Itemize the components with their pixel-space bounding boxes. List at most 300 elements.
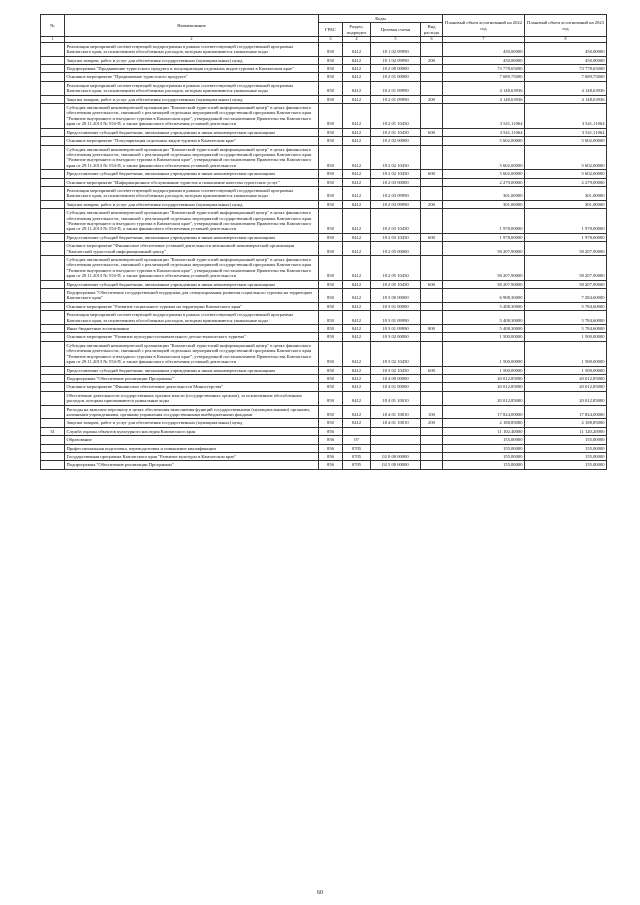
- row-amount-2023: 58 207,90000: [525, 242, 607, 256]
- row-expense-type: [421, 452, 443, 460]
- row-grbs: 850: [319, 311, 343, 325]
- row-target-article: 18 3 02 00000: [371, 333, 421, 341]
- budget-table: [40, 14, 607, 470]
- row-razdel: 0412: [343, 289, 371, 303]
- row-target-article: 18 2 03 00000: [371, 178, 421, 186]
- row-target-article: 18 2 01 09990: [371, 81, 421, 95]
- colnum: 8: [525, 37, 607, 43]
- row-target-article: 18 2 02 10450: [371, 145, 421, 170]
- row-grbs: 856: [319, 427, 343, 435]
- row-name: Закупка товаров, работ и услуг для обеспечения государственных (муниципальных) нужд: [65, 95, 319, 103]
- row-amount-2023: 155,00000: [525, 452, 607, 460]
- row-amount-2022: 5 408,30000: [443, 325, 525, 333]
- row-target-article: 18 2 03 10450: [371, 233, 421, 241]
- row-number: [41, 366, 65, 374]
- row-target-article: 18 3 01 00000: [371, 302, 421, 310]
- row-number: [41, 137, 65, 145]
- row-target-article: 18 2 05 00000: [371, 242, 421, 256]
- row-expense-type: 600: [421, 233, 443, 241]
- row-amount-2023: 155,00000: [525, 436, 607, 444]
- row-expense-type: [421, 374, 443, 382]
- table-row: [41, 391, 607, 405]
- table-row: [41, 178, 607, 186]
- row-grbs: 850: [319, 374, 343, 382]
- row-amount-2022: 301,00000: [443, 186, 525, 200]
- table-row: [41, 461, 607, 469]
- row-grbs: 850: [319, 280, 343, 288]
- row-amount-2022: 450,00000: [443, 56, 525, 64]
- row-amount-2022: 1 500,00000: [443, 341, 525, 366]
- row-amount-2022: 1 978,00000: [443, 233, 525, 241]
- row-target-article: 18 2 03 09990: [371, 186, 421, 200]
- row-grbs: 850: [319, 233, 343, 241]
- row-name: Служба охраны объектов культурного наследия Камчатского края: [65, 427, 319, 435]
- row-razdel: 0412: [343, 186, 371, 200]
- row-expense-type: [421, 256, 443, 281]
- row-target-article: 18 2 03 10450: [371, 209, 421, 234]
- row-grbs: 850: [319, 302, 343, 310]
- row-razdel: 0412: [343, 341, 371, 366]
- row-razdel: 0412: [343, 419, 371, 427]
- row-name: Предоставление субсидий бюджетным, автономным учреждениям и иным некоммерческим организациям: [65, 280, 319, 288]
- table-row: [41, 325, 607, 333]
- row-grbs: 850: [319, 242, 343, 256]
- row-expense-type: [421, 242, 443, 256]
- row-amount-2022: 1 978,00000: [443, 209, 525, 234]
- row-amount-2022: 20 012,85000: [443, 374, 525, 382]
- row-number: [41, 341, 65, 366]
- row-amount-2022: 4 148,63936: [443, 81, 525, 95]
- row-amount-2023: 5 602,00000: [525, 137, 607, 145]
- row-amount-2023: 5 602,00000: [525, 145, 607, 170]
- row-expense-type: [421, 333, 443, 341]
- colnum: 1: [41, 37, 65, 43]
- row-amount-2022: 11 102,40000: [443, 427, 525, 435]
- row-grbs: 856: [319, 461, 343, 469]
- row-number: [41, 200, 65, 208]
- row-amount-2022: 58 207,90000: [443, 256, 525, 281]
- row-razdel: 0412: [343, 366, 371, 374]
- row-amount-2022: 3 541,11064: [443, 104, 525, 129]
- row-razdel: 0412: [343, 73, 371, 81]
- row-number: [41, 461, 65, 469]
- row-amount-2023: 155,00000: [525, 444, 607, 452]
- row-number: [41, 444, 65, 452]
- table-row: [41, 405, 607, 419]
- colnum: 3: [319, 37, 343, 43]
- row-number: [41, 325, 65, 333]
- table-row: [41, 170, 607, 178]
- row-number: [41, 419, 65, 427]
- row-name: Основное мероприятие "Финансовое обеспечение деятельности Министерства": [65, 383, 319, 391]
- row-target-article: 18 4 00 00000: [371, 374, 421, 382]
- row-name: Подпрограмма "Продвижение туристского продукта и популяризация отдельных видов туризма в Камчатском крае": [65, 65, 319, 73]
- row-amount-2022: 155,00000: [443, 444, 525, 452]
- row-number: [41, 186, 65, 200]
- row-target-article: 18 3 01 09990: [371, 325, 421, 333]
- row-razdel: 0412: [343, 137, 371, 145]
- header-grbs: ГРБС: [319, 23, 343, 37]
- row-target-article: [371, 427, 421, 435]
- row-grbs: 850: [319, 104, 343, 129]
- row-razdel: 0412: [343, 311, 371, 325]
- row-name: Образование: [65, 436, 319, 444]
- row-amount-2023: 7 284,60000: [525, 289, 607, 303]
- table-row: [41, 452, 607, 460]
- row-target-article: 18 2 01 09990: [371, 95, 421, 103]
- row-grbs: 850: [319, 42, 343, 56]
- row-name: Расходы на выплаты персоналу в целях обеспечения выполнения функций государственными (муниципальными) органами, казенными учреждениями, органами управления государственными внебюджетными фондами: [65, 405, 319, 419]
- row-grbs: 850: [319, 383, 343, 391]
- row-amount-2023: 5 784,60000: [525, 325, 607, 333]
- row-name: Предоставление субсидий бюджетным, автономным учреждениям и иным некоммерческим организациям: [65, 170, 319, 178]
- row-number: [41, 333, 65, 341]
- row-target-article: 18 3 01 09990: [371, 311, 421, 325]
- row-grbs: 850: [319, 341, 343, 366]
- table-row: [41, 419, 607, 427]
- row-number: [41, 145, 65, 170]
- table-row: [41, 145, 607, 170]
- row-grbs: 850: [319, 391, 343, 405]
- row-amount-2022: 1 500,00000: [443, 366, 525, 374]
- row-target-article: [371, 444, 421, 452]
- row-grbs: 850: [319, 209, 343, 234]
- row-amount-2023: 301,00000: [525, 200, 607, 208]
- row-amount-2023: 3 541,11064: [525, 128, 607, 136]
- colnum: 5: [371, 37, 421, 43]
- row-expense-type: [421, 81, 443, 95]
- row-target-article: 18 2 01 10450: [371, 128, 421, 136]
- row-number: [41, 383, 65, 391]
- row-razdel: 0705: [343, 452, 371, 460]
- table-row: [41, 302, 607, 310]
- row-razdel: 0412: [343, 209, 371, 234]
- row-amount-2022: 4 148,63936: [443, 95, 525, 103]
- row-razdel: 0705: [343, 461, 371, 469]
- row-amount-2022: 20 012,85000: [443, 383, 525, 391]
- row-name: Предоставление субсидий бюджетным, автономным учреждениям и иным некоммерческим организациям: [65, 366, 319, 374]
- row-name: Обеспечение деятельности государственных органов власти (государственных органов), за исключением обособленных расходов, которым присваиваются уникальные коды: [65, 391, 319, 405]
- row-target-article: 18 4 01 00000: [371, 383, 421, 391]
- row-target-article: 18 4 01 10010: [371, 391, 421, 405]
- row-razdel: 0412: [343, 178, 371, 186]
- row-expense-type: [421, 436, 443, 444]
- row-expense-type: 100: [421, 405, 443, 419]
- row-name: Основное мероприятие "Финансовое обеспечение уставной деятельности автономной некоммерческой организации "Камчатский туристский информационный центр": [65, 242, 319, 256]
- row-amount-2023: 1 978,00000: [525, 233, 607, 241]
- row-amount-2023: 1 500,00000: [525, 366, 607, 374]
- row-grbs: 850: [319, 137, 343, 145]
- header-name: Наименование: [65, 15, 319, 37]
- table-row: [41, 209, 607, 234]
- row-grbs: 850: [319, 186, 343, 200]
- header-2022: Плановый объем ассигнований на 2022 год: [443, 15, 525, 37]
- row-razdel: 0412: [343, 200, 371, 208]
- row-amount-2023: 301,00000: [525, 186, 607, 200]
- row-target-article: 18 1 02 09990: [371, 42, 421, 56]
- row-target-article: 18 4 01 10010: [371, 419, 421, 427]
- row-target-article: 18 2 00 00000: [371, 65, 421, 73]
- table-row: [41, 427, 607, 435]
- row-target-article: 18 2 01 10450: [371, 104, 421, 129]
- header-vr: Вид расхода: [421, 23, 443, 37]
- row-number: [41, 436, 65, 444]
- row-amount-2023: 7 689,75000: [525, 73, 607, 81]
- row-amount-2022: 1 500,00000: [443, 333, 525, 341]
- row-name: Реализация мероприятий соответствующей подпрограммы в рамках соответствующей государственной программы Камчатского края, за исключением обособленных расходов, которым присваиваются уникальные коды: [65, 81, 319, 95]
- row-name: Государственная программа Камчатского края "Развитие культуры в Камчатском крае": [65, 452, 319, 460]
- row-expense-type: [421, 311, 443, 325]
- row-amount-2022: 58 207,90000: [443, 280, 525, 288]
- row-razdel: 0412: [343, 242, 371, 256]
- row-number: [41, 452, 65, 460]
- table-row: [41, 383, 607, 391]
- row-name: Субсидия автономной некоммерческой организации "Камчатский туристский информационный центр" в целях финансового обеспечения деятельности, связанной с реализацией отдельных мероприятий государственной программы Камчатского края "Развитие внутреннего и въездного туризма в Камчатском крае", утвержденной постановлением Правительства Камчатского края от 29.11.2013 № 554-П, а также финансового обеспечения уставной деятельности: [65, 341, 319, 366]
- row-name: Реализация мероприятий соответствующей подпрограммы в рамках соответствующей государственной программы Камчатского края, за исключением обособленных расходов, которым присваиваются уникальные коды: [65, 186, 319, 200]
- row-expense-type: [421, 145, 443, 170]
- row-number: [41, 405, 65, 419]
- row-razdel: 07: [343, 436, 371, 444]
- row-expense-type: 200: [421, 95, 443, 103]
- row-number: [41, 374, 65, 382]
- row-grbs: 856: [319, 444, 343, 452]
- row-target-article: 18 3 00 00000: [371, 289, 421, 303]
- row-amount-2023: 11 120,20000: [525, 427, 607, 435]
- row-target-article: 18 2 03 09990: [371, 200, 421, 208]
- header-no: №: [41, 15, 65, 37]
- colnum: 7: [443, 37, 525, 43]
- row-amount-2023: 20 012,85000: [525, 391, 607, 405]
- table-row: [41, 73, 607, 81]
- row-razdel: 0412: [343, 383, 371, 391]
- row-amount-2022: 2 188,85000: [443, 419, 525, 427]
- table-row: [41, 341, 607, 366]
- row-target-article: 02 0 00 00000: [371, 452, 421, 460]
- row-amount-2022: 155,00000: [443, 461, 525, 469]
- row-number: [41, 242, 65, 256]
- row-expense-type: [421, 137, 443, 145]
- row-grbs: 850: [319, 366, 343, 374]
- row-name: Основное мероприятие "Популяризация отдельных видов туризма в Камчатском крае": [65, 137, 319, 145]
- row-expense-type: 600: [421, 170, 443, 178]
- table-row: [41, 333, 607, 341]
- row-expense-type: [421, 383, 443, 391]
- row-expense-type: 600: [421, 128, 443, 136]
- row-grbs: 850: [319, 56, 343, 64]
- table-row: [41, 256, 607, 281]
- row-expense-type: [421, 391, 443, 405]
- row-grbs: 850: [319, 128, 343, 136]
- table-row: [41, 289, 607, 303]
- row-amount-2023: 58 207,90000: [525, 256, 607, 281]
- row-amount-2022: 58 207,90000: [443, 242, 525, 256]
- row-grbs: 850: [319, 405, 343, 419]
- table-row: [41, 65, 607, 73]
- row-amount-2023: 450,00000: [525, 56, 607, 64]
- row-expense-type: 600: [421, 366, 443, 374]
- row-expense-type: [421, 186, 443, 200]
- row-name: Основное мероприятие "Продвижение туристского продукта": [65, 73, 319, 81]
- row-amount-2023: 58 207,90000: [525, 280, 607, 288]
- row-amount-2023: 155,00000: [525, 461, 607, 469]
- row-razdel: 0705: [343, 444, 371, 452]
- row-amount-2023: 1 500,00000: [525, 341, 607, 366]
- row-number: [41, 104, 65, 129]
- table-row: [41, 311, 607, 325]
- row-razdel: 0412: [343, 128, 371, 136]
- row-razdel: 0412: [343, 405, 371, 419]
- row-target-article: 02 5 00 00000: [371, 461, 421, 469]
- row-grbs: 850: [319, 325, 343, 333]
- table-row: [41, 280, 607, 288]
- row-number: 31: [41, 427, 65, 435]
- row-razdel: 0412: [343, 95, 371, 103]
- row-razdel: 0412: [343, 56, 371, 64]
- row-target-article: 18 2 02 10450: [371, 170, 421, 178]
- row-amount-2022: 3 541,11064: [443, 128, 525, 136]
- row-number: [41, 128, 65, 136]
- row-target-article: 18 3 02 10450: [371, 366, 421, 374]
- table-row: [41, 95, 607, 103]
- row-amount-2023: 5 784,60000: [525, 311, 607, 325]
- row-amount-2022: 6 908,30000: [443, 289, 525, 303]
- table-row: [41, 242, 607, 256]
- row-amount-2022: 155,00000: [443, 436, 525, 444]
- row-number: [41, 233, 65, 241]
- row-expense-type: [421, 302, 443, 310]
- row-amount-2022: 7 689,75000: [443, 73, 525, 81]
- row-number: [41, 289, 65, 303]
- row-razdel: [343, 427, 371, 435]
- row-number: [41, 311, 65, 325]
- row-name: Подпрограмма "Обеспечение реализации Программы": [65, 374, 319, 382]
- row-razdel: 0412: [343, 104, 371, 129]
- row-grbs: 850: [319, 145, 343, 170]
- row-grbs: 850: [319, 73, 343, 81]
- row-expense-type: [421, 104, 443, 129]
- table-row: [41, 81, 607, 95]
- row-amount-2022: 301,00000: [443, 200, 525, 208]
- row-grbs: 850: [319, 256, 343, 281]
- row-number: [41, 65, 65, 73]
- row-amount-2022: 155,00000: [443, 452, 525, 460]
- row-amount-2023: 1 500,00000: [525, 333, 607, 341]
- row-expense-type: [421, 178, 443, 186]
- row-target-article: 18 2 02 00000: [371, 137, 421, 145]
- row-amount-2023: 5 784,60000: [525, 302, 607, 310]
- row-name: Субсидия автономной некоммерческой организации "Камчатский туристский информационный центр" в целях финансового обеспечения деятельности, связанной с реализацией отдельных мероприятий государственной программы Камчатского края "Развитие внутреннего и въездного туризма в Камчатском крае", утвержденной постановлением Правительства Камчатского края от 29.11.2013 № 554-П, а также финансового обеспечения уставной деятельности: [65, 104, 319, 129]
- row-grbs: 850: [319, 333, 343, 341]
- header-2023: Плановый объем ассигнований на 2023 год: [525, 15, 607, 37]
- row-grbs: 850: [319, 289, 343, 303]
- row-name: Иные бюджетные ассигнования: [65, 325, 319, 333]
- row-amount-2023: 2 188,85000: [525, 419, 607, 427]
- row-razdel: 0412: [343, 170, 371, 178]
- row-amount-2022: 17 824,00000: [443, 405, 525, 419]
- row-razdel: 0412: [343, 256, 371, 281]
- row-name: Основное мероприятие "Развитие культурно-познавательного детско-юношеского туризма": [65, 333, 319, 341]
- table-row: [41, 56, 607, 64]
- row-target-article: 18 1 02 09990: [371, 56, 421, 64]
- row-target-article: 18 2 01 00000: [371, 73, 421, 81]
- row-amount-2023: 17 824,00000: [525, 405, 607, 419]
- row-amount-2023: 450,00000: [525, 42, 607, 56]
- row-target-article: 18 4 01 10010: [371, 405, 421, 419]
- row-name: Основное мероприятие "Развитие социального туризма на территории Камчатского края": [65, 302, 319, 310]
- row-amount-2023: 3 541,11064: [525, 104, 607, 129]
- row-amount-2023: 2 279,00000: [525, 178, 607, 186]
- row-expense-type: [421, 427, 443, 435]
- row-amount-2022: 20 012,85000: [443, 391, 525, 405]
- row-name: Предоставление субсидий бюджетным, автономным учреждениям и иным некоммерческим организациям: [65, 128, 319, 136]
- table-row: [41, 186, 607, 200]
- header-razdel: Раздел, подраздел: [343, 23, 371, 37]
- row-expense-type: [421, 444, 443, 452]
- row-number: [41, 56, 65, 64]
- table-row: [41, 104, 607, 129]
- row-razdel: 0412: [343, 325, 371, 333]
- row-razdel: 0412: [343, 42, 371, 56]
- row-target-article: 18 2 05 10450: [371, 280, 421, 288]
- row-name: Подпрограмма "Обеспечение государственной поддержки для стимулирования развития социального туризма на территории Камчатского края": [65, 289, 319, 303]
- row-amount-2023: 1 978,00000: [525, 209, 607, 234]
- row-expense-type: [421, 209, 443, 234]
- row-razdel: 0412: [343, 302, 371, 310]
- row-razdel: 0412: [343, 374, 371, 382]
- table-row: [41, 444, 607, 452]
- row-number: [41, 209, 65, 234]
- table-row: [41, 137, 607, 145]
- row-number: [41, 178, 65, 186]
- colnum: 2: [65, 37, 319, 43]
- row-name: Субсидия автономной некоммерческой организации "Камчатский туристский информационный центр" в целях финансового обеспечения деятельности, связанной с реализацией отдельных мероприятий государственной программы Камчатского края "Развитие внутреннего и въездного туризма в Камчатском крае", утвержденной постановлением Правительства Камчатского края от 29.11.2013 № 554-П, а также финансового обеспечения уставной деятельности: [65, 145, 319, 170]
- row-name: Основное мероприятие "Информационное обслуживание туристов и повышение качества туристских услуг": [65, 178, 319, 186]
- row-amount-2023: 4 148,63936: [525, 95, 607, 103]
- row-name: Закупка товаров, работ и услуг для обеспечения государственных (муниципальных) нужд: [65, 56, 319, 64]
- row-amount-2022: 73 778,65000: [443, 65, 525, 73]
- row-number: [41, 95, 65, 103]
- table-row: [41, 366, 607, 374]
- row-name: Реализация мероприятий соответствующей подпрограммы в рамках соответствующей государственной программы Камчатского края, за исключением обособленных расходов, которым присваиваются уникальные коды: [65, 42, 319, 56]
- row-number: [41, 42, 65, 56]
- row-expense-type: [421, 289, 443, 303]
- table-row: [41, 128, 607, 136]
- row-grbs: 850: [319, 178, 343, 186]
- row-target-article: 18 2 05 10450: [371, 256, 421, 281]
- row-razdel: 0412: [343, 145, 371, 170]
- row-amount-2022: 5 408,30000: [443, 311, 525, 325]
- row-number: [41, 280, 65, 288]
- row-grbs: 850: [319, 419, 343, 427]
- row-name: Субсидия автономной некоммерческой организации "Камчатский туристский информационный центр" в целях финансового обеспечения деятельности, связанной с реализацией отдельных мероприятий государственной программы Камчатского края "Развитие внутреннего и въездного туризма в Камчатском крае", утвержденной постановлением Правительства Камчатского края от 29.11.2013 № 554-П, а также финансового обеспечения уставной деятельности: [65, 209, 319, 234]
- row-expense-type: [421, 73, 443, 81]
- row-amount-2022: 5 408,30000: [443, 302, 525, 310]
- row-expense-type: 800: [421, 325, 443, 333]
- row-expense-type: [421, 42, 443, 56]
- row-number: [41, 391, 65, 405]
- row-name: Закупка товаров, работ и услуг для обеспечения государственных (муниципальных) нужд: [65, 419, 319, 427]
- header-codes: Коды: [319, 15, 443, 23]
- row-name: Подпрограмма "Обеспечение реализации Программы": [65, 461, 319, 469]
- row-amount-2023: 20 012,85000: [525, 374, 607, 382]
- table-body: [41, 42, 607, 469]
- colnum: 4: [343, 37, 371, 43]
- row-razdel: 0412: [343, 333, 371, 341]
- row-number: [41, 73, 65, 81]
- row-razdel: 0412: [343, 391, 371, 405]
- table-row: [41, 374, 607, 382]
- row-name: Предоставление субсидий бюджетным, автономным учреждениям и иным некоммерческим организациям: [65, 233, 319, 241]
